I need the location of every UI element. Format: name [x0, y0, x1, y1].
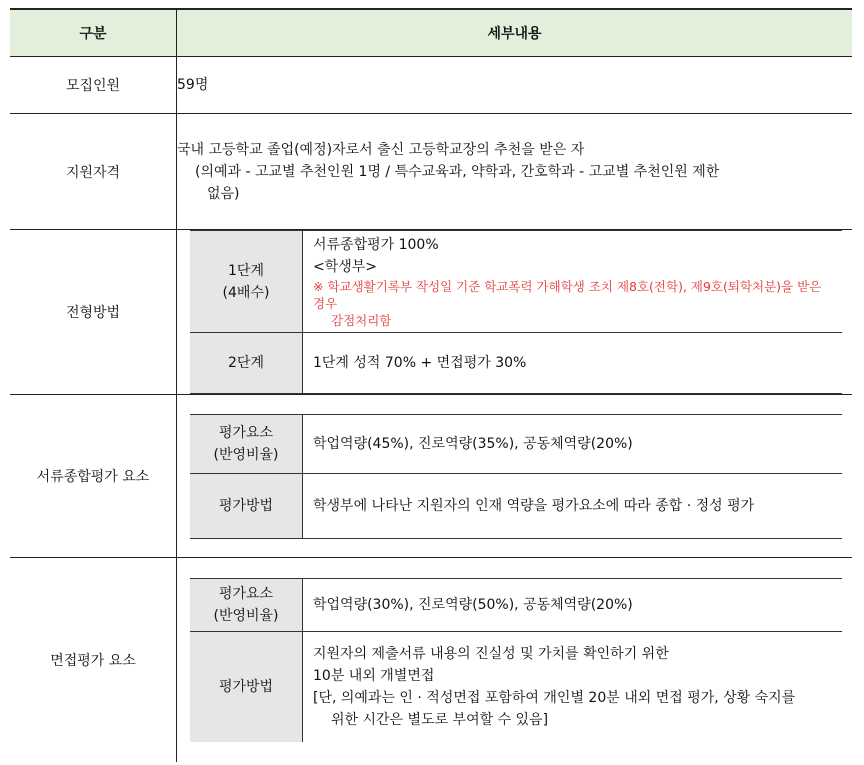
document-elements-row: [190, 414, 842, 473]
interview-method-label: 평가방법: [190, 632, 303, 743]
interview-method-line2: 10분 내외 개별면접: [313, 668, 435, 684]
row-selection: [10, 230, 852, 395]
stage1-row: [190, 231, 842, 333]
stage1-label: [190, 231, 303, 333]
stage2-value: 1단계 성적 70% + 면접평가 30%: [303, 333, 843, 394]
header-row: [10, 9, 852, 57]
stage1-note-line2: 감점처리함: [331, 313, 392, 328]
header-category: 구분: [10, 9, 177, 57]
stage1-label-line2: (4배수): [222, 284, 270, 301]
interview-method-row: [190, 632, 842, 743]
selection-label: 전형방법: [10, 230, 177, 395]
interview-elements-label-line2: (반영비율): [213, 608, 279, 624]
stage1-line1: 서류종합평가 100%: [313, 237, 439, 253]
eligibility-label: 지원자격: [10, 114, 177, 230]
document-eval-cell: [177, 395, 853, 558]
recruitment-value: 59명: [177, 57, 853, 114]
interview-method-line1: 지원자의 제출서류 내용의 진실성 및 가치를 확인하기 위한: [313, 646, 669, 662]
header-details: 세부내용: [177, 9, 853, 57]
eligibility-line2: (의예과 - 고교별 추천인원 1명 / 특수교육과, 약학과, 간호학과 - 고교별 추천인원 제한: [195, 163, 720, 180]
document-eval-label: 서류종합평가 요소: [10, 395, 177, 558]
admission-table: [10, 8, 852, 762]
document-elements-label-line1: 평가요소: [218, 424, 274, 441]
row-eligibility: [10, 114, 852, 230]
interview-method-line3: [단, 의예과는 인 · 적성면접 포함하여 개인별 20분 내외 면접 평가, 상황 숙지를: [313, 690, 796, 706]
interview-elements-label: [190, 579, 303, 632]
selection-cell: [177, 230, 853, 395]
recruitment-label: 모집인원: [10, 57, 177, 114]
stage1-note-line1: ※ 학교생활기록부 작성일 기준 학교폭력 가해학생 조치 제8호(전학), 제9호(퇴학처분)을 받은 경우: [313, 279, 822, 311]
row-interview-eval: [10, 558, 852, 763]
stage1-line2: <학생부>: [313, 259, 378, 275]
document-method-row: [190, 473, 842, 538]
document-eval-inner-table: [190, 414, 842, 539]
interview-eval-label: 면접평가 요소: [10, 558, 177, 763]
interview-eval-inner-table: [190, 578, 842, 742]
document-elements-value: 학업역량(45%), 진로역량(35%), 공동체역량(20%): [303, 414, 843, 473]
document-method-value: 학생부에 나타난 지원자의 인재 역량을 평가요소에 따라 종합 · 정성 평가: [303, 473, 843, 538]
document-elements-label-line2: (반영비율): [213, 446, 279, 463]
stage2-label: 2단계: [190, 333, 303, 394]
eligibility-value: [177, 114, 853, 230]
eligibility-line3: 없음): [207, 185, 240, 202]
interview-eval-cell: [177, 558, 853, 763]
row-document-eval: [10, 395, 852, 558]
stage2-row: [190, 333, 842, 394]
stage1-label-line1: 1단계: [228, 262, 264, 279]
eligibility-line1: 국내 고등학교 졸업(예정)자로서 출신 고등학교장의 추천을 받은 자: [177, 141, 585, 158]
row-recruitment: [10, 57, 852, 114]
stage1-note: [313, 278, 832, 329]
stage1-value: [303, 231, 843, 333]
interview-elements-row: [190, 579, 842, 632]
interview-elements-value: 학업역량(30%), 진로역량(50%), 공동체역량(20%): [303, 579, 843, 632]
document-elements-label: [190, 414, 303, 473]
interview-elements-label-line1: 평가요소: [218, 586, 274, 602]
selection-inner-table: [190, 230, 842, 394]
document-method-label: 평가방법: [190, 473, 303, 538]
interview-method-value: [303, 632, 843, 743]
interview-method-line4: 위한 시간은 별도로 부여할 수 있음]: [331, 712, 549, 728]
